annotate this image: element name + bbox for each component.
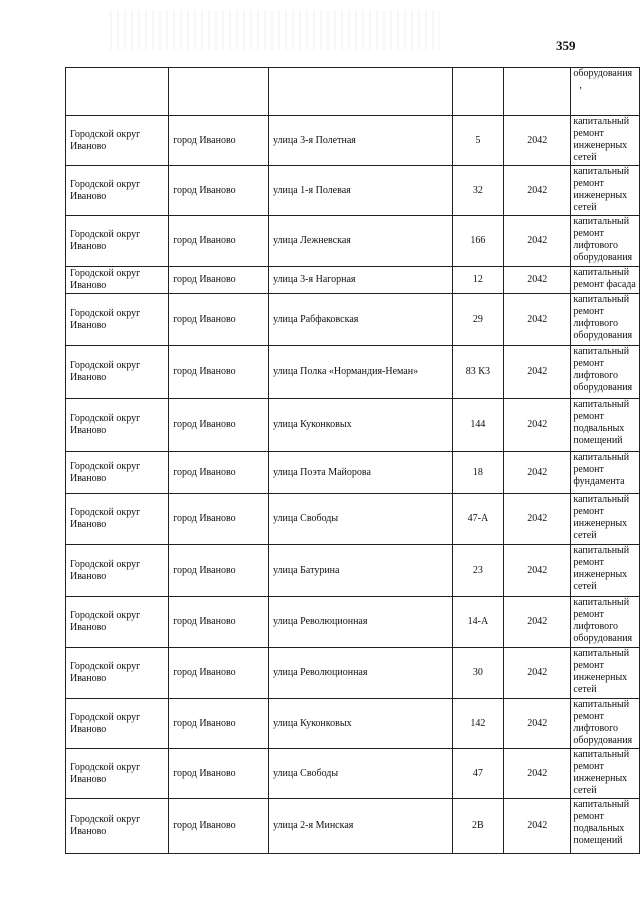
cell-work: капитальный ремонт инженерных сетей [571,749,640,799]
cell-year: 2042 [504,699,571,749]
cell-city: город Иваново [169,699,269,749]
cell-street: улица 3-я Полетная [268,116,452,166]
cell-work: капитальный ремонт лифтового оборудования [571,597,640,648]
cell-okrug: Городской округ Иваново [66,597,169,648]
cell-house: 30 [452,648,503,699]
cell-year: 2042 [504,166,571,216]
cell-work: капитальный ремонт инженерных сетей [571,166,640,216]
table-row [66,216,640,267]
cell-city: город Иваново [169,799,269,854]
cell-house: 142 [452,699,503,749]
cell-street [268,68,452,116]
cell-work: капитальный ремонт лифтового оборудования [571,216,640,267]
cell-city: город Иваново [169,346,269,399]
cell-year: 2042 [504,648,571,699]
table-row [66,545,640,597]
cell-city [169,68,269,116]
page-number: 359 [556,38,576,53]
cell-work: капитальный ремонт инженерных сетей [571,494,640,545]
cell-work: капитальный ремонт подвальных помещений [571,399,640,452]
cell-city: город Иваново [169,399,269,452]
cell-street: улица 2-я Минская [268,799,452,854]
cell-work: капитальный ремонт лифтового оборудования [571,699,640,749]
cell-house: 14-А [452,597,503,648]
table-row [66,346,640,399]
cell-street: улица Батурина [268,545,452,597]
cell-city: город Иваново [169,294,269,346]
cell-city: город Иваново [169,216,269,267]
cell-street: улица Куконковых [268,699,452,749]
cell-street: улица 3-я Нагорная [268,267,452,294]
cell-okrug: Городской округ Иваново [66,399,169,452]
cell-city: город Иваново [169,597,269,648]
cell-year: 2042 [504,799,571,854]
table-row [66,799,640,854]
cell-okrug: Городской округ Иваново [66,749,169,799]
table-row [66,452,640,494]
cell-year: 2042 [504,346,571,399]
cell-city: город Иваново [169,166,269,216]
table-row [66,749,640,799]
table-row [66,699,640,749]
cell-city: город Иваново [169,267,269,294]
cell-city: город Иваново [169,648,269,699]
cell-year: 2042 [504,294,571,346]
table-row [66,116,640,166]
table-row [66,648,640,699]
cell-house: 144 [452,399,503,452]
cell-house: 12 [452,267,503,294]
cell-house: 32 [452,166,503,216]
cell-work: капитальный ремонт фундамента [571,452,640,494]
cell-city: город Иваново [169,749,269,799]
cell-work: капитальный ремонт подвальных помещений [571,799,640,854]
table-row [66,267,640,294]
cell-house: 5 [452,116,503,166]
cell-street: улица Революционная [268,597,452,648]
cell-okrug: Городской округ Иваново [66,699,169,749]
cell-street: улица Поэта Майорова [268,452,452,494]
cell-house: 18 [452,452,503,494]
cell-okrug [66,68,169,116]
cell-okrug: Городской округ Иваново [66,545,169,597]
cell-okrug: Городской округ Иваново [66,648,169,699]
cell-street: улица Лежневская [268,216,452,267]
cell-house [452,68,503,116]
cell-okrug: Городской округ Иваново [66,799,169,854]
cell-house: 2В [452,799,503,854]
cell-work: капитальный ремонт лифтового оборудования [571,346,640,399]
work-continuation: оборудования [573,68,633,79]
cell-year: 2042 [504,494,571,545]
table-row [66,294,640,346]
cell-okrug: Городской округ Иваново [66,166,169,216]
cell-street: улица Рабфаковская [268,294,452,346]
cell-street: улица Революционная [268,648,452,699]
cell-work: капитальный ремонт лифтового оборудования [571,294,640,346]
cell-city: город Иваново [169,452,269,494]
cell-year: 2042 [504,452,571,494]
cell-year: 2042 [504,116,571,166]
repair-schedule-table [65,67,640,854]
cell-work: капитальный ремонт инженерных сетей [571,116,640,166]
cell-year: 2042 [504,216,571,267]
table-row [66,494,640,545]
cell-year: 2042 [504,545,571,597]
cell-work [571,68,640,116]
cell-street: улица Свободы [268,749,452,799]
cell-okrug: Городской округ Иваново [66,116,169,166]
cell-street: улица Полка «Нормандия-Неман» [268,346,452,399]
cell-house: 166 [452,216,503,267]
table-row-continuation [66,68,640,116]
cell-work: капитальный ремонт инженерных сетей [571,648,640,699]
table-row [66,399,640,452]
work-continuation-mark: , [579,80,582,91]
cell-house: 83 К3 [452,346,503,399]
cell-city: город Иваново [169,494,269,545]
cell-year: 2042 [504,399,571,452]
table-row [66,166,640,216]
cell-okrug: Городской округ Иваново [66,494,169,545]
cell-okrug: Городской округ Иваново [66,346,169,399]
cell-okrug: Городской округ Иваново [66,267,169,294]
cell-house: 29 [452,294,503,346]
cell-house: 47 [452,749,503,799]
cell-street: улица Куконковых [268,399,452,452]
cell-year: 2042 [504,597,571,648]
cell-okrug: Городской округ Иваново [66,452,169,494]
cell-city: город Иваново [169,116,269,166]
cell-street: улица Свободы [268,494,452,545]
cell-street: улица 1-я Полевая [268,166,452,216]
cell-work: капитальный ремонт инженерных сетей [571,545,640,597]
cell-year: 2042 [504,267,571,294]
table-row [66,597,640,648]
scan-noise [110,10,440,50]
cell-work: капитальный ремонт фасада [571,267,640,294]
cell-house: 47-А [452,494,503,545]
cell-okrug: Городской округ Иваново [66,216,169,267]
cell-house: 23 [452,545,503,597]
cell-year: 2042 [504,749,571,799]
cell-city: город Иваново [169,545,269,597]
cell-okrug: Городской округ Иваново [66,294,169,346]
cell-year [504,68,571,116]
